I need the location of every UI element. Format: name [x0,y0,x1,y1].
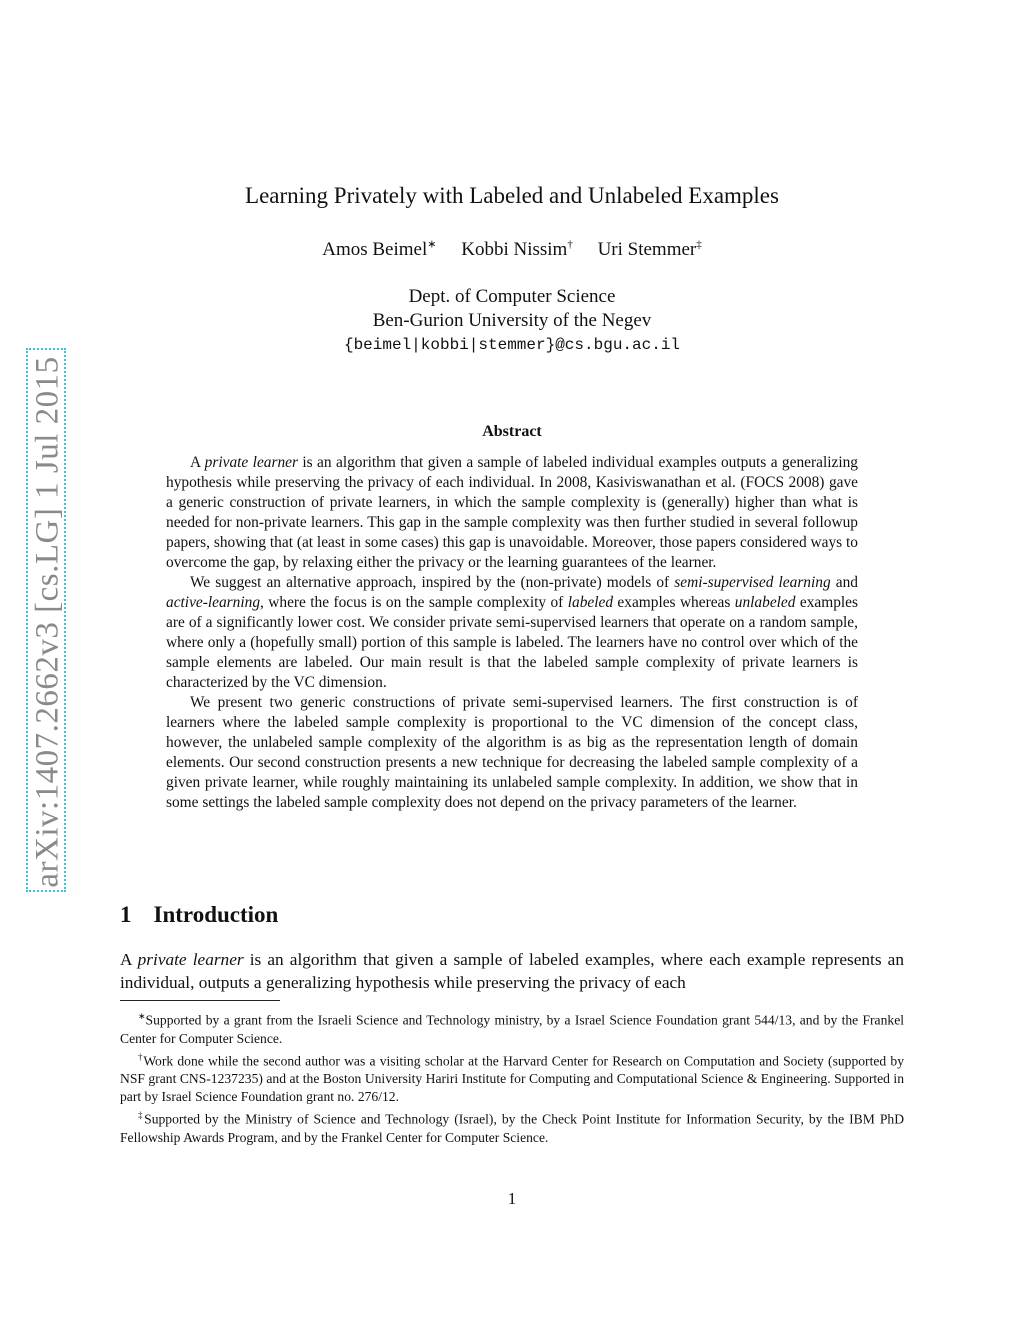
emphasis: semi-supervised learning [674,574,831,591]
affiliation [0,285,1024,357]
footnote [120,1106,904,1147]
emphasis: private learner [137,950,244,969]
section-number: 1 [120,902,132,927]
page-number: 1 [507,1189,517,1208]
footnote-text: Supported by a grant from the Israeli Science and Technology ministry, by a Israel Science Foundation grant 544/13, and by the Frankel Center for Computer Science. [120,1012,904,1046]
emphasis: unlabeled [734,594,796,611]
department: Dept. of Computer Science [408,286,616,307]
footnote-mark: ∗ [427,239,437,251]
footnote-mark: ‡ [138,1110,145,1121]
footnote [120,1048,904,1107]
author [598,239,702,260]
abstract-heading: Abstract [482,423,542,440]
footnote-divider [120,1000,280,1001]
footnote [120,1007,904,1048]
footnote-mark: ‡ [696,239,702,251]
abstract-paragraph: We suggest an alternative approach, inspired by the (non-private) models of semi-supervised learning and active-learning, where the focus is on the sample complexity of labeled examples whereas unlabeled examples are of a significantly lower cost. We consider private semi-supervised learners that operate on a random sample, where only a (hopefully small) portion of this sample is labeled. The learners have no control over which of the sample elements are labeled. Our main result is that the labeled sample complexity of private learners is characterized by the VC dimension. [166,574,858,691]
author-name: Amos Beimel [322,239,428,261]
footnote-text: Work done while the second author was a visiting scholar at the Harvard Center for Research on Computation and Society (supported by NSF grant CNS-1237235) and at the Boston University Hariri Institute for Computing and Computational Science & Engineering. Supported in part by Israel Science Foundation grant no. 276/12. [120,1053,904,1105]
footnotes [120,1007,904,1147]
arxiv-identifier: arXiv:1407.2662v3 [cs.LG] 1 Jul 2015 [29,356,66,888]
section-title: Introduction [153,902,279,927]
author-name: Uri Stemmer [597,239,697,261]
emphasis: private learner [204,454,298,471]
emphasis: active-learning [166,594,261,611]
author-list [0,238,1024,261]
section-heading [120,902,278,928]
intro-body [120,948,904,994]
footnote-text: Supported by the Ministry of Science and Technology (Israel), by the Check Point Institute for Information Security, by the IBM PhD Fellowship Awards Program, and by the Frankel Center for Computer Science. [120,1111,905,1145]
abstract-paragraph: A private learner is an algorithm that given a sample of labeled individual examples outputs a generalizing hypothesis while preserving the privacy of each individual. In 2008, Kasiviswanathan et al. (FOCS 2008) gave a generic construction of private learners, in which the sample complexity is (generally) higher than what is needed for non-private learners. This gap in the sample complexity was then further studied in several followup papers, showing that (at least in some cases) this gap is unavoidable. Moreover, those papers considered ways to overcome the gap, by relaxing either the privacy or the learning guarantees of the learner. [166,454,858,571]
university: Ben-Gurion University of the Negev [372,310,652,331]
author [322,239,436,260]
author-emails: {beimel|kobbi|stemmer}@cs.bgu.ac.il [343,336,681,354]
paper-title: Learning Privately with Labeled and Unlabeled Examples [245,183,779,208]
author [461,239,573,260]
footnote-mark: † [567,239,573,251]
abstract-paragraph: We present two generic constructions of private semi-supervised learners. The first construction is of learners where the labeled sample complexity is proportional to the VC dimension of the concept class, however, the unlabeled sample complexity of the algorithm is as big as the representation length of domain elements. Our second construction presents a new technique for decreasing the labeled sample complexity of a given private learner, while roughly maintaining its unlabeled sample complexity. In addition, we show that in some settings the labeled sample complexity does not depend on the privacy parameters of the learner. [166,694,858,811]
emphasis: labeled [567,594,614,611]
author-name: Kobbi Nissim [461,239,568,261]
body-paragraph: A private learner is an algorithm that given a sample of labeled examples, where each example represents an individual, outputs a generalizing hypothesis while preserving the privacy of each [120,950,904,992]
footnote-mark: ∗ [138,1011,146,1021]
abstract-body [166,453,858,813]
footnote-mark: † [138,1051,144,1062]
